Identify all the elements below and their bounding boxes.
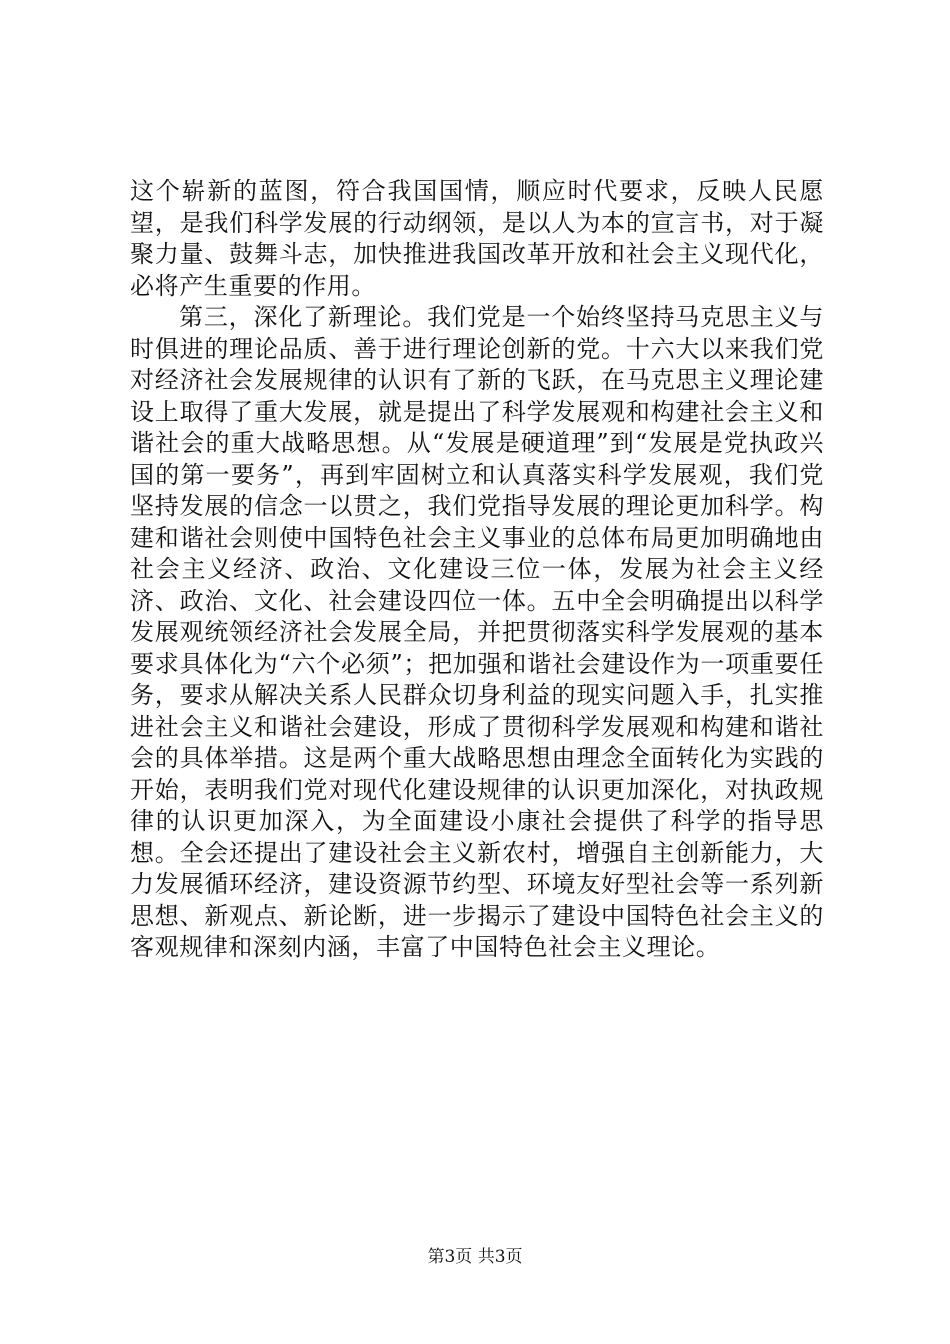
page-number: 第3页 共3页 [427, 1247, 523, 1267]
page-footer [0, 1246, 950, 1268]
paragraph-third-point: 第三，深化了新理论。我们党是一个始终坚持马克思主义与时俱进的理论品质、善于进行理论创新的党。十六大以来我们党对经济社会发展规律的认识有了新的飞跃，在马克思主义理论建设上取得了重大发展，就是提出了科学发展观和构建社会主义和谐社会的重大战略思想。从“发展是硬道理”到“发展是党执政兴国的第一要务”，再到牢固树立和认真落实科学发展观，我们党坚持发展的信念一以贯之，我们党指导发展的理论更加科学。构建和谐社会则使中国特色社会主义事业的总体布局更加明确地由社会主义经济、政治、文化建设三位一体，发展为社会主义经济、政治、文化、社会建设四位一体。五中全会明确提出以科学发展观统领经济社会发展全局，并把贯彻落实科学发展观的基本要求具体化为“六个必须”；把加强和谐社会建设作为一项重要任务，要求从解决关系人民群众切身利益的现实问题入手，扎实推进社会主义和谐社会建设，形成了贯彻科学发展观和构建和谐社会的具体举措。这是两个重大战略思想由理念全面转化为实践的开始，表明我们党对现代化建设规律的认识更加深化，对执政规律的认识更加深入，为全面建设小康社会提供了科学的指导思想。全会还提出了建设社会主义新农村，增强自主创新能力，大力发展循环经济，建设资源节约型、环境友好型社会等一系列新思想、新观点、新论断，进一步揭示了建设中国特色社会主义的客观规律和深刻内涵，丰富了中国特色社会主义理论。 [130, 303, 824, 961]
document-body [130, 176, 824, 964]
paragraph-continuation: 这个崭新的蓝图，符合我国国情，顺应时代要求，反映人民愿望，是我们科学发展的行动纲领，是以人为本的宣言书，对于凝聚力量、鼓舞斗志，加快推进我国改革开放和社会主义现代化，必将产生重要的作用。 [130, 177, 824, 300]
